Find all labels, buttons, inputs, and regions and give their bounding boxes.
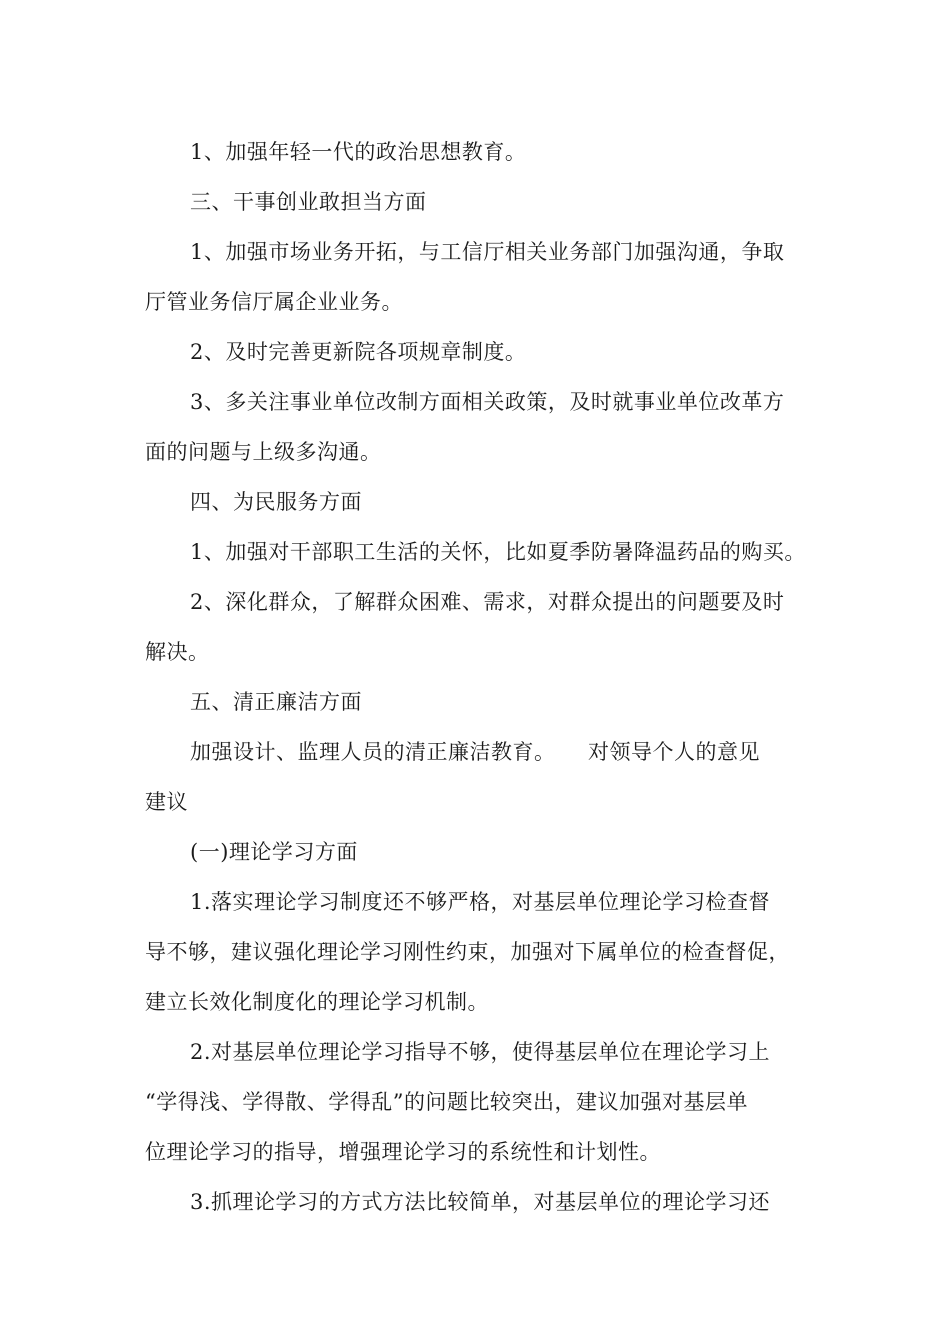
paragraph-line: 面的问题与上级多沟通。 — [145, 440, 382, 464]
paragraph-line: “学得浅、学得散、学得乱”的问题比较突出，建议加强对基层单 — [145, 1090, 748, 1114]
paragraph-line: 建议 — [145, 790, 188, 814]
paragraph-line: 1、加强年轻一代的政治思想教育。 — [190, 140, 527, 164]
section-heading: (一)理论学习方面 — [190, 840, 358, 864]
paragraph-line: 2.对基层单位理论学习指导不够，使得基层单位在理论学习上 — [190, 1040, 771, 1064]
paragraph-line: 1、加强对干部职工生活的关怀，比如夏季防暑降温药品的购买。 — [190, 540, 806, 564]
paragraph-line: 2、及时完善更新院各项规章制度。 — [190, 340, 527, 364]
paragraph-line: 1、加强市场业务开拓，与工信厅相关业务部门加强沟通，争取 — [190, 240, 785, 264]
paragraph-line: 3.抓理论学习的方式方法比较简单，对基层单位的理论学习还 — [190, 1190, 771, 1214]
section-heading: 三、干事创业敢担当方面 — [190, 190, 427, 214]
paragraph-line: 3、多关注事业单位改制方面相关政策，及时就事业单位改革方 — [190, 390, 785, 414]
paragraph-line: 导不够，建议强化理论学习刚性约束，加强对下属单位的检查督促， — [145, 940, 790, 964]
paragraph-line: 加强设计、监理人员的清正廉洁教育。 对领导个人的意见 — [190, 740, 760, 764]
paragraph-line: 位理论学习的指导，增强理论学习的系统性和计划性。 — [145, 1140, 661, 1164]
paragraph-line: 解决。 — [145, 640, 210, 664]
paragraph-line: 建立长效化制度化的理论学习机制。 — [145, 990, 489, 1014]
paragraph-line: 1.落实理论学习制度还不够严格，对基层单位理论学习检查督 — [190, 890, 771, 914]
paragraph-line: 厅管业务信厅属企业业务。 — [145, 290, 403, 314]
section-heading: 五、清正廉洁方面 — [190, 690, 362, 714]
section-heading: 四、为民服务方面 — [190, 490, 362, 514]
paragraph-line: 2、深化群众，了解群众困难、需求，对群众提出的问题要及时 — [190, 590, 785, 614]
